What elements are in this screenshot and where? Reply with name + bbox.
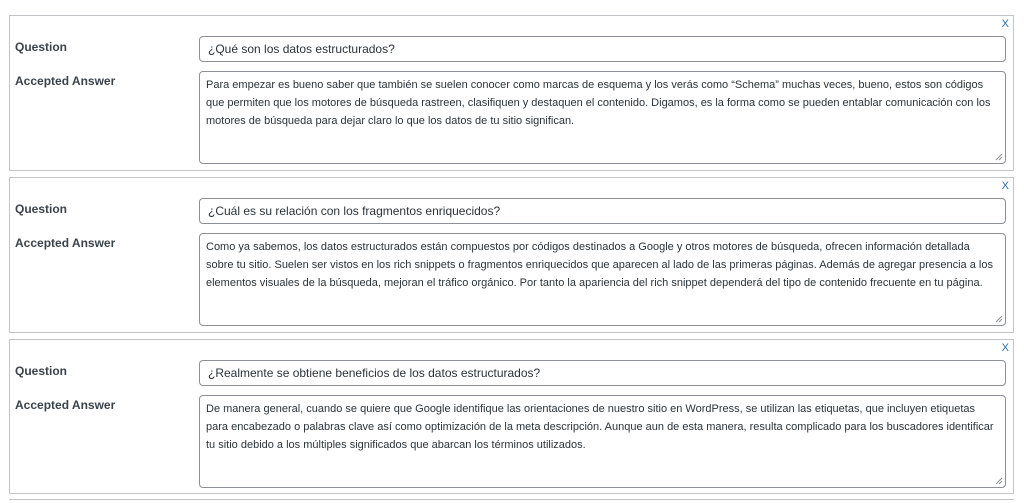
accepted-answer-label: Accepted Answer xyxy=(15,398,116,412)
remove-faq-button[interactable]: X xyxy=(1001,18,1009,30)
question-input[interactable]: ¿Cuál es su relación con los fragmentos enriquecidos? xyxy=(199,198,1006,224)
accepted-answer-label: Accepted Answer xyxy=(15,236,116,250)
question-label: Question xyxy=(15,364,68,378)
question-label: Question xyxy=(15,40,68,54)
faq-item xyxy=(9,177,1014,333)
remove-faq-button[interactable]: X xyxy=(1001,342,1009,354)
answer-text: Como ya sabemos, los datos estructurados están compuestos por códigos destinados a Google y otros motores de búsqueda, ofrecen información detallada sobre tu sitio. Suelen ser vistos en los rich snippets o fragmentos enriquecidos que aparecen al lado de las primeras páginas. Además de agregar presencia a los elementos visuales de la búsqueda, mejoran el tráfico orgánico. Por tanto la apariencia del rich snippet dependerá del tipo de contenido frecuente en tu página. xyxy=(206,241,993,289)
answer-textarea[interactable] xyxy=(199,233,1006,326)
accepted-answer-label: Accepted Answer xyxy=(15,74,116,88)
question-input[interactable]: ¿Realmente se obtiene beneficios de los datos estructurados? xyxy=(199,360,1006,386)
faq-item xyxy=(9,15,1014,171)
answer-textarea[interactable] xyxy=(199,395,1006,488)
next-faq-item-edge xyxy=(9,499,1014,503)
answer-textarea[interactable] xyxy=(199,71,1006,164)
question-input[interactable]: ¿Qué son los datos estructurados? xyxy=(199,36,1006,62)
remove-faq-button[interactable]: X xyxy=(1001,180,1009,192)
faq-item xyxy=(9,339,1014,494)
resize-handle-icon[interactable] xyxy=(995,153,1003,161)
resize-handle-icon[interactable] xyxy=(995,477,1003,485)
question-label: Question xyxy=(15,202,68,216)
resize-handle-icon[interactable] xyxy=(995,315,1003,323)
answer-text: De manera general, cuando se quiere que Google identifique las orientaciones de nuestro sitio en WordPress, se utilizan las etiquetas, que incluyen etiquetas para encabezado o palabras clave así como optimización de la meta descripción. Aunque aun de esta manera, resulta complicado para los buscadores identificar tu sitio debido a los múltiples significados que abarcan los términos utilizados. xyxy=(206,403,994,451)
answer-text: Para empezar es bueno saber que también se suelen conocer como marcas de esquema y los verás como “Schema” muchas veces, bueno, estos son códigos que permiten que los motores de búsqueda rastreen, clasifiquen y destaquen el contenido. Digamos, es la forma como se pueden entablar comunicación con los motores de búsqueda para dejar claro lo que los datos de tu sitio significan. xyxy=(206,79,991,127)
